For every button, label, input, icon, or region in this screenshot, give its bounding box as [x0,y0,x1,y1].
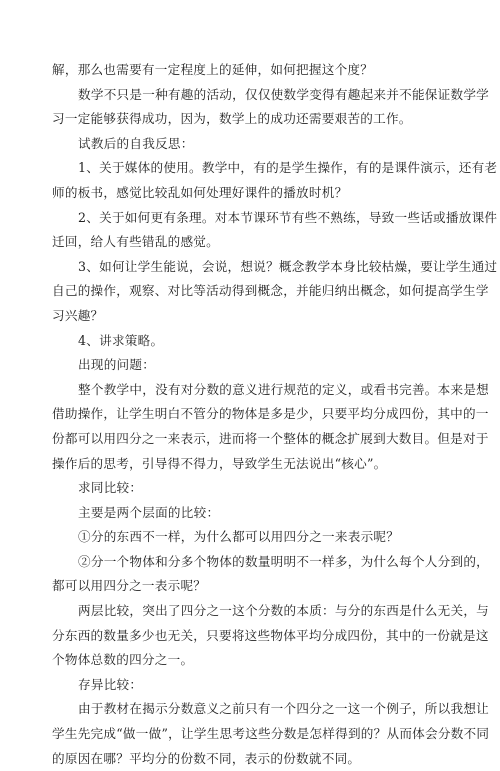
text-line: 2、关于如何更有条理。对本节课环节有些不熟练，导致一些话或播放课件 [78,209,498,225]
section-heading: 出现的问题： [78,357,156,373]
text-line: 自己的操作，观察、对比等活动得到概念，并能归纳出概念，如何提高学生学 [52,283,489,299]
section-heading: 存异比较： [78,676,143,692]
text-line: 数学不只是一种有趣的活动，仅仅使数学变得有趣起来并不能保证数学学 [78,86,489,102]
text-line: 操作后的思考，引导得不得力，导致学生无法说出“核心”。 [52,455,387,471]
text-line: 迁回，给人有些错乱的感觉。 [52,234,219,250]
text-line: 个物体总数的四分之一。 [52,652,194,668]
text-line: 两层比较，突出了四分之一这个分数的本质：与分的东西是什么无关，与 [78,603,489,619]
text-line: 师的板书，感觉比较乱如何处理好课件的播放时机？ [52,184,348,200]
text-line: 学生先完成“做一做”，让学生思考这些分数是怎样得到的？从而体会分数不同 [52,726,490,742]
text-line: 的原因在哪？平均分的份数不同，表示的份数就不同。 [52,750,361,766]
text-line: 分东西的数量多少也无关，只要将这些物体平均分成四份，其中的一份就是这 [52,627,489,643]
text-line: 都可以用四分之一表示呢？ [52,578,207,594]
text-line: 习兴趣？ [52,307,104,323]
text-line: 主要是两个层面的比较： [78,504,220,520]
text-line: 4、讲求策略。 [78,332,164,348]
text-line: 习一定能够获得成功，因为，数学上的成功还需要艰苦的工作。 [52,111,412,127]
text-line: 整个教学中，没有对分数的意义进行规范的定义，或看书完善。本来是想 [78,381,489,397]
section-heading: 求同比较： [78,480,143,496]
text-line: 借助操作，让学生明白不管分的物体是多是少，只要平均分成四份，其中的一 [52,406,489,422]
text-line: ①分的东西不一样，为什么都可以用四分之一来表示呢？ [78,529,400,545]
text-line: 1、关于媒体的使用。教学中，有的是学生操作，有的是课件演示，还有老 [78,160,498,176]
text-line: 解，那么也需要有一定程度上的延伸，如何把握这个度？ [52,62,374,77]
text-line: 份都可以用四分之一来表示，进而将一个整体的概念扩展到大数目。但是对于 [52,430,489,446]
text-line: 由于教材在揭示分数意义之前只有一个四分之一这一个例子，所以我想让 [78,701,489,717]
text-line: ②分一个物体和分多个物体的数量明明不一样多，为什么每个人分到的， [78,553,489,569]
section-heading: 试教后的自我反思： [78,135,194,151]
document-page [52,58,498,771]
text-line: 3、如何让学生能说，会说，想说？概念教学本身比较枯燥，要让学生通过 [78,258,498,274]
